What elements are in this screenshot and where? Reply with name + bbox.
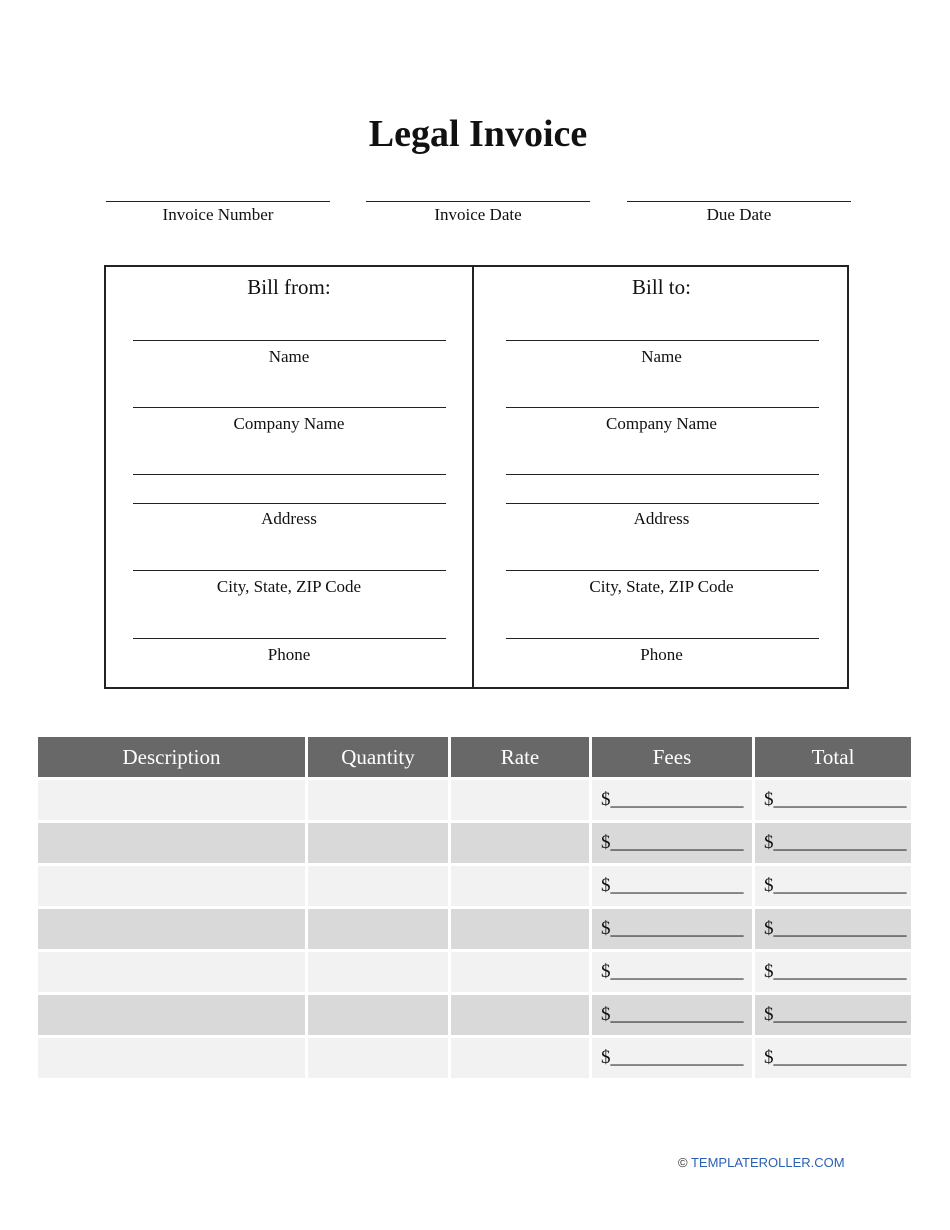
line-items-table	[35, 734, 914, 1081]
bill-from-phone-line[interactable]	[133, 638, 446, 639]
rate-cell[interactable]	[451, 823, 589, 863]
invoice-date-line[interactable]	[366, 186, 590, 202]
quantity-cell[interactable]	[308, 909, 448, 949]
bill-from-city-line[interactable]	[133, 570, 446, 571]
due-date-field[interactable]	[627, 186, 851, 225]
bill-from-address-line-1[interactable]	[133, 474, 446, 475]
total-cell[interactable]: $______________	[755, 780, 911, 820]
header-rate: Rate	[451, 737, 589, 777]
rate-cell[interactable]	[451, 780, 589, 820]
description-cell[interactable]	[38, 952, 305, 992]
fees-cell[interactable]: $______________	[592, 823, 752, 863]
header-total: Total	[755, 737, 911, 777]
bill-from-heading: Bill from:	[247, 275, 331, 299]
table-row	[38, 823, 911, 863]
bill-to-city-line[interactable]	[506, 570, 819, 571]
quantity-cell[interactable]	[308, 1038, 448, 1078]
bill-from-name-line[interactable]	[133, 340, 446, 341]
total-cell[interactable]: $______________	[755, 1038, 911, 1078]
footer-credit	[678, 1155, 845, 1170]
table-row	[38, 995, 911, 1035]
quantity-cell[interactable]	[308, 823, 448, 863]
invoice-date-field[interactable]	[366, 186, 590, 225]
fees-cell[interactable]: $______________	[592, 995, 752, 1035]
header-fees: Fees	[592, 737, 752, 777]
total-cell[interactable]: $______________	[755, 995, 911, 1035]
bill-to-name-line[interactable]	[506, 340, 819, 341]
quantity-cell[interactable]	[308, 866, 448, 906]
quantity-cell[interactable]	[308, 780, 448, 820]
table-header-row	[38, 737, 911, 777]
bill-from-city-label: City, State, ZIP Code	[216, 577, 362, 596]
bill-from-section	[106, 267, 472, 687]
invoice-number-field[interactable]	[106, 186, 330, 225]
bill-to-name-label: Name	[641, 347, 682, 366]
table-row	[38, 780, 911, 820]
fees-cell[interactable]: $______________	[592, 780, 752, 820]
quantity-cell[interactable]	[308, 995, 448, 1035]
bill-to-company-label: Company Name	[606, 414, 717, 433]
due-date-label: Due Date	[706, 205, 772, 224]
bill-from-name-label: Name	[268, 347, 310, 366]
fees-cell[interactable]: $______________	[592, 866, 752, 906]
bill-from-company-label: Company Name	[233, 414, 345, 433]
bill-to-address-label: Address	[633, 509, 690, 528]
bill-to-company-line[interactable]	[506, 407, 819, 408]
invoice-number-line[interactable]	[106, 186, 330, 202]
table-row	[38, 866, 911, 906]
bill-from-company-line[interactable]	[133, 407, 446, 408]
fees-cell[interactable]: $______________	[592, 909, 752, 949]
description-cell[interactable]	[38, 995, 305, 1035]
rate-cell[interactable]	[451, 995, 589, 1035]
total-cell[interactable]: $______________	[755, 909, 911, 949]
description-cell[interactable]	[38, 780, 305, 820]
bill-to-address-line-2[interactable]	[506, 503, 819, 504]
bill-to-phone-label: Phone	[640, 645, 683, 664]
rate-cell[interactable]	[451, 952, 589, 992]
bill-from-address-label: Address	[261, 509, 317, 528]
bill-to-section	[472, 267, 849, 687]
description-cell[interactable]	[38, 866, 305, 906]
bill-to-city-label: City, State, ZIP Code	[589, 577, 734, 596]
total-cell[interactable]: $______________	[755, 823, 911, 863]
fees-cell[interactable]: $______________	[592, 1038, 752, 1078]
table-row	[38, 1038, 911, 1078]
bill-to-heading: Bill to:	[632, 275, 691, 299]
bill-from-phone-label: Phone	[267, 645, 311, 664]
header-description: Description	[38, 737, 305, 777]
total-cell[interactable]: $______________	[755, 952, 911, 992]
rate-cell[interactable]	[451, 909, 589, 949]
bill-to-address-line-1[interactable]	[506, 474, 819, 475]
rate-cell[interactable]	[451, 866, 589, 906]
invoice-title: Legal Invoice	[368, 113, 588, 155]
bill-from-address-line-2[interactable]	[133, 503, 446, 504]
description-cell[interactable]	[38, 909, 305, 949]
description-cell[interactable]	[38, 823, 305, 863]
rate-cell[interactable]	[451, 1038, 589, 1078]
table-row	[38, 909, 911, 949]
quantity-cell[interactable]	[308, 952, 448, 992]
header-quantity: Quantity	[308, 737, 448, 777]
fees-cell[interactable]: $______________	[592, 952, 752, 992]
total-cell[interactable]: $______________	[755, 866, 911, 906]
billing-box	[104, 265, 849, 689]
invoice-date-label: Invoice Date	[434, 205, 522, 224]
footer-brand-link[interactable]: TEMPLATEROLLER.COM	[690, 1155, 845, 1170]
due-date-line[interactable]	[627, 186, 851, 202]
bill-to-phone-line[interactable]	[506, 638, 819, 639]
invoice-number-label: Invoice Number	[162, 205, 274, 224]
copyright-symbol: ©	[678, 1155, 688, 1170]
description-cell[interactable]	[38, 1038, 305, 1078]
table-row	[38, 952, 911, 992]
